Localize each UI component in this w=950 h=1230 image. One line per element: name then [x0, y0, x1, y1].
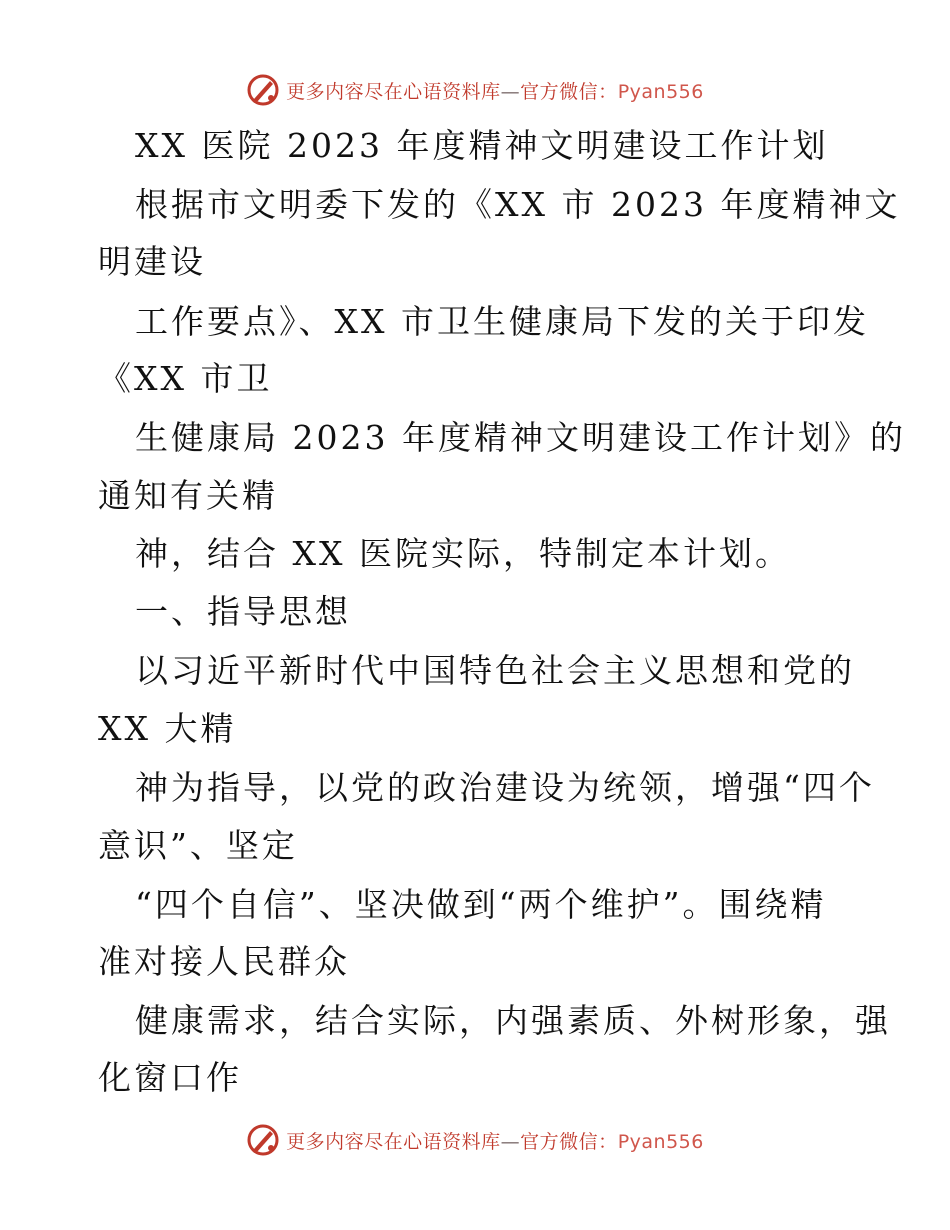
wechat-id: Pyan556 — [617, 80, 704, 103]
paragraph-line: 工作要点》、XX 市卫生健康局下发的关于印发 — [135, 302, 869, 341]
paragraph-line: 明建设 — [98, 242, 206, 281]
paragraph-line: 准对接人民群众 — [98, 942, 350, 981]
watermark-separator: — — [500, 80, 521, 103]
watermark-text: 更多内容尽在心语资料库 — [286, 80, 501, 103]
watermark-text: 更多内容尽在心语资料库 — [286, 1130, 501, 1153]
paragraph-line: 通知有关精 — [98, 476, 278, 515]
paragraph-line: 根据市文明委下发的《XX 市 2023 年度精神文 — [135, 185, 901, 224]
document-title: XX 医院 2023 年度精神文明建设工作计划 — [135, 126, 829, 165]
section-heading: 一、指导思想 — [135, 592, 351, 631]
paragraph-line: “四个自信”、坚决做到“两个维护”。围绕精 — [135, 885, 827, 924]
paragraph-line: 生健康局 2023 年度精神文明建设工作计划》的 — [135, 418, 906, 457]
pen-logo-icon — [246, 1123, 280, 1157]
paragraph-line: 意识”、坚定 — [98, 826, 298, 865]
watermark-separator: — — [500, 1130, 521, 1153]
paragraph-line: 以习近平新时代中国特色社会主义思想和党的 — [135, 651, 855, 690]
wechat-id: Pyan556 — [617, 1130, 704, 1153]
wechat-label: 官方微信： — [520, 80, 618, 103]
wechat-label: 官方微信： — [520, 1130, 618, 1153]
paragraph-line: 《XX 市卫 — [98, 359, 273, 398]
watermark-banner-bottom — [0, 1120, 950, 1160]
paragraph-line: 化窗口作 — [98, 1058, 242, 1097]
paragraph-line: 神为指导，以党的政治建设为统领，增强“四个 — [135, 768, 875, 807]
paragraph-line: 健康需求，结合实际，内强素质、外树形象，强 — [135, 1001, 891, 1040]
paragraph-line: XX 大精 — [98, 709, 237, 748]
paragraph-line: 神，结合 XX 医院实际，特制定本计划。 — [135, 534, 791, 573]
